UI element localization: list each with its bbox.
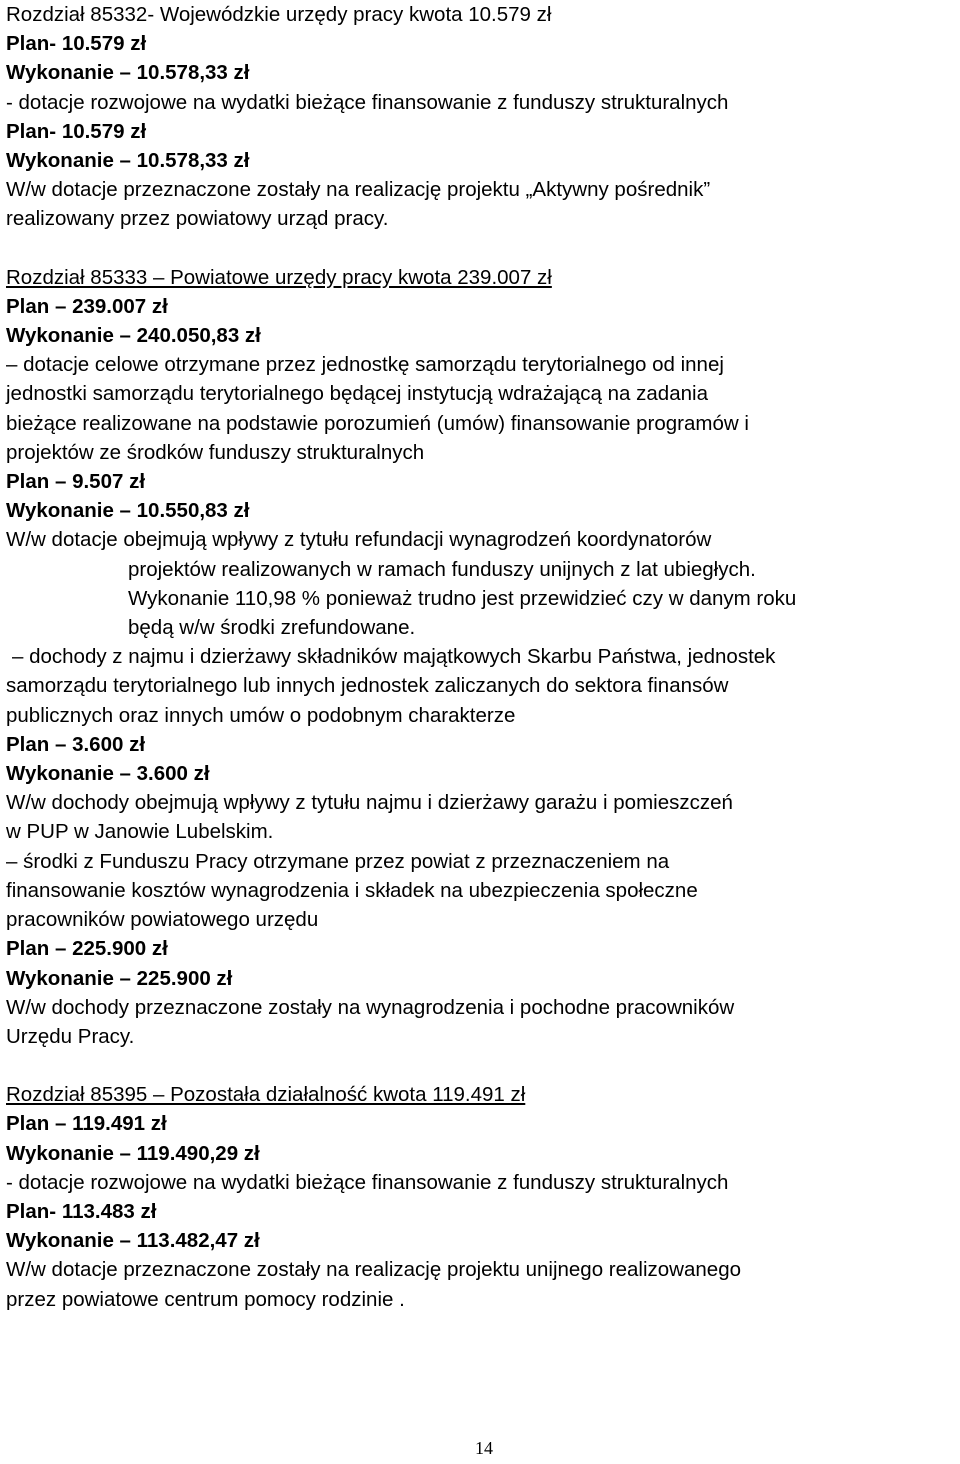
plan-amount: Plan- 10.579 zł	[6, 32, 147, 56]
note-line: w PUP w Janowie Lubelskim.	[6, 820, 274, 844]
item-plan-amount: Plan – 225.900 zł	[6, 937, 168, 961]
item-plan-amount: Plan – 9.507 zł	[6, 470, 146, 494]
item-description-line: pracowników powiatowego urzędu	[6, 908, 319, 932]
item-execution-amount: Wykonanie – 10.578,33 zł	[6, 149, 250, 173]
item-execution-amount: Wykonanie – 3.600 zł	[6, 762, 210, 786]
item-description-line: bieżące realizowane na podstawie porozumień (umów) finansowanie programów i	[6, 411, 749, 435]
note-line: W/w dochody obejmują wpływy z tytułu najmu i dzierżawy garażu i pomieszczeń	[6, 791, 733, 815]
item-execution-amount: Wykonanie – 10.550,83 zł	[6, 499, 250, 523]
item-description-line: – dotacje celowe otrzymane przez jednostkę samorządu terytorialnego od innej	[6, 353, 724, 377]
item-description-line: samorządu terytorialnego lub innych jednostek zaliczanych do sektora finansów	[6, 674, 729, 698]
section-85395	[6, 1080, 956, 1314]
plan-amount: Plan – 239.007 zł	[6, 294, 168, 318]
note-line: W/w dotacje przeznaczone zostały na realizację projektu „Aktywny pośrednik”	[6, 178, 711, 202]
section-85333	[6, 263, 956, 1051]
page-number: 14	[475, 1438, 493, 1458]
section-85332	[6, 0, 956, 234]
item-description-line: – środki z Funduszu Pracy otrzymane przez powiat z przeznaczeniem na	[6, 849, 670, 873]
item-plan-amount: Plan- 113.483 zł	[6, 1199, 157, 1223]
section-heading: Rozdział 85332- Wojewódzkie urzędy pracy kwota 10.579 zł	[6, 3, 552, 26]
document-page	[6, 0, 956, 1314]
execution-amount: Wykonanie – 240.050,83 zł	[6, 324, 261, 348]
section-heading: Rozdział 85333 – Powiatowe urzędy pracy kwota 239.007 zł	[6, 265, 552, 289]
execution-amount: Wykonanie – 10.578,33 zł	[6, 61, 250, 85]
note-line: realizowany przez powiatowy urząd pracy.	[6, 207, 389, 231]
item-description-line: projektów ze środków funduszy strukturalnych	[6, 440, 425, 464]
item-description-line: finansowanie kosztów wynagrodzenia i składek na ubezpieczenia społeczne	[6, 878, 698, 902]
item-description-line: jednostki samorządu terytorialnego będącej instytucją wdrażającą na zadania	[6, 382, 708, 406]
item-description: - dotacje rozwojowe na wydatki bieżące finansowanie z funduszy strukturalnych	[6, 90, 729, 114]
note-line: Wykonanie 110,98 % ponieważ trudno jest przewidzieć czy w danym roku	[128, 586, 797, 610]
item-execution-amount: Wykonanie – 113.482,47 zł	[6, 1229, 260, 1253]
section-heading: Rozdział 85395 – Pozostała działalność kwota 119.491 zł	[6, 1083, 526, 1107]
item-plan-amount: Plan – 3.600 zł	[6, 732, 146, 756]
note-line: W/w dotacje obejmują wpływy z tytułu refundacji wynagrodzeń koordynatorów	[6, 528, 712, 552]
spacer	[6, 234, 956, 263]
execution-amount: Wykonanie – 119.490,29 zł	[6, 1141, 260, 1165]
note-line: W/w dochody przeznaczone zostały na wynagrodzenia i pochodne pracowników	[6, 995, 735, 1019]
item-description-line: – dochody z najmu i dzierżawy składników majątkowych Skarbu Państwa, jednostek	[12, 645, 776, 669]
item-execution-amount: Wykonanie – 225.900 zł	[6, 966, 233, 990]
note-line: projektów realizowanych w ramach funduszy unijnych z lat ubiegłych.	[128, 557, 756, 581]
note-line: Urzędu Pracy.	[6, 1024, 135, 1048]
spacer	[6, 1051, 956, 1080]
item-description: - dotacje rozwojowe na wydatki bieżące finansowanie z funduszy strukturalnych	[6, 1170, 729, 1194]
item-description-line: publicznych oraz innych umów o podobnym charakterze	[6, 703, 516, 727]
item-plan-amount: Plan- 10.579 zł	[6, 119, 147, 143]
note-line: będą w/w środki zrefundowane.	[128, 616, 416, 640]
note-line: W/w dotacje przeznaczone zostały na realizację projektu unijnego realizowanego	[6, 1258, 741, 1282]
note-line: przez powiatowe centrum pomocy rodzinie .	[6, 1287, 405, 1311]
plan-amount: Plan – 119.491 zł	[6, 1112, 167, 1136]
